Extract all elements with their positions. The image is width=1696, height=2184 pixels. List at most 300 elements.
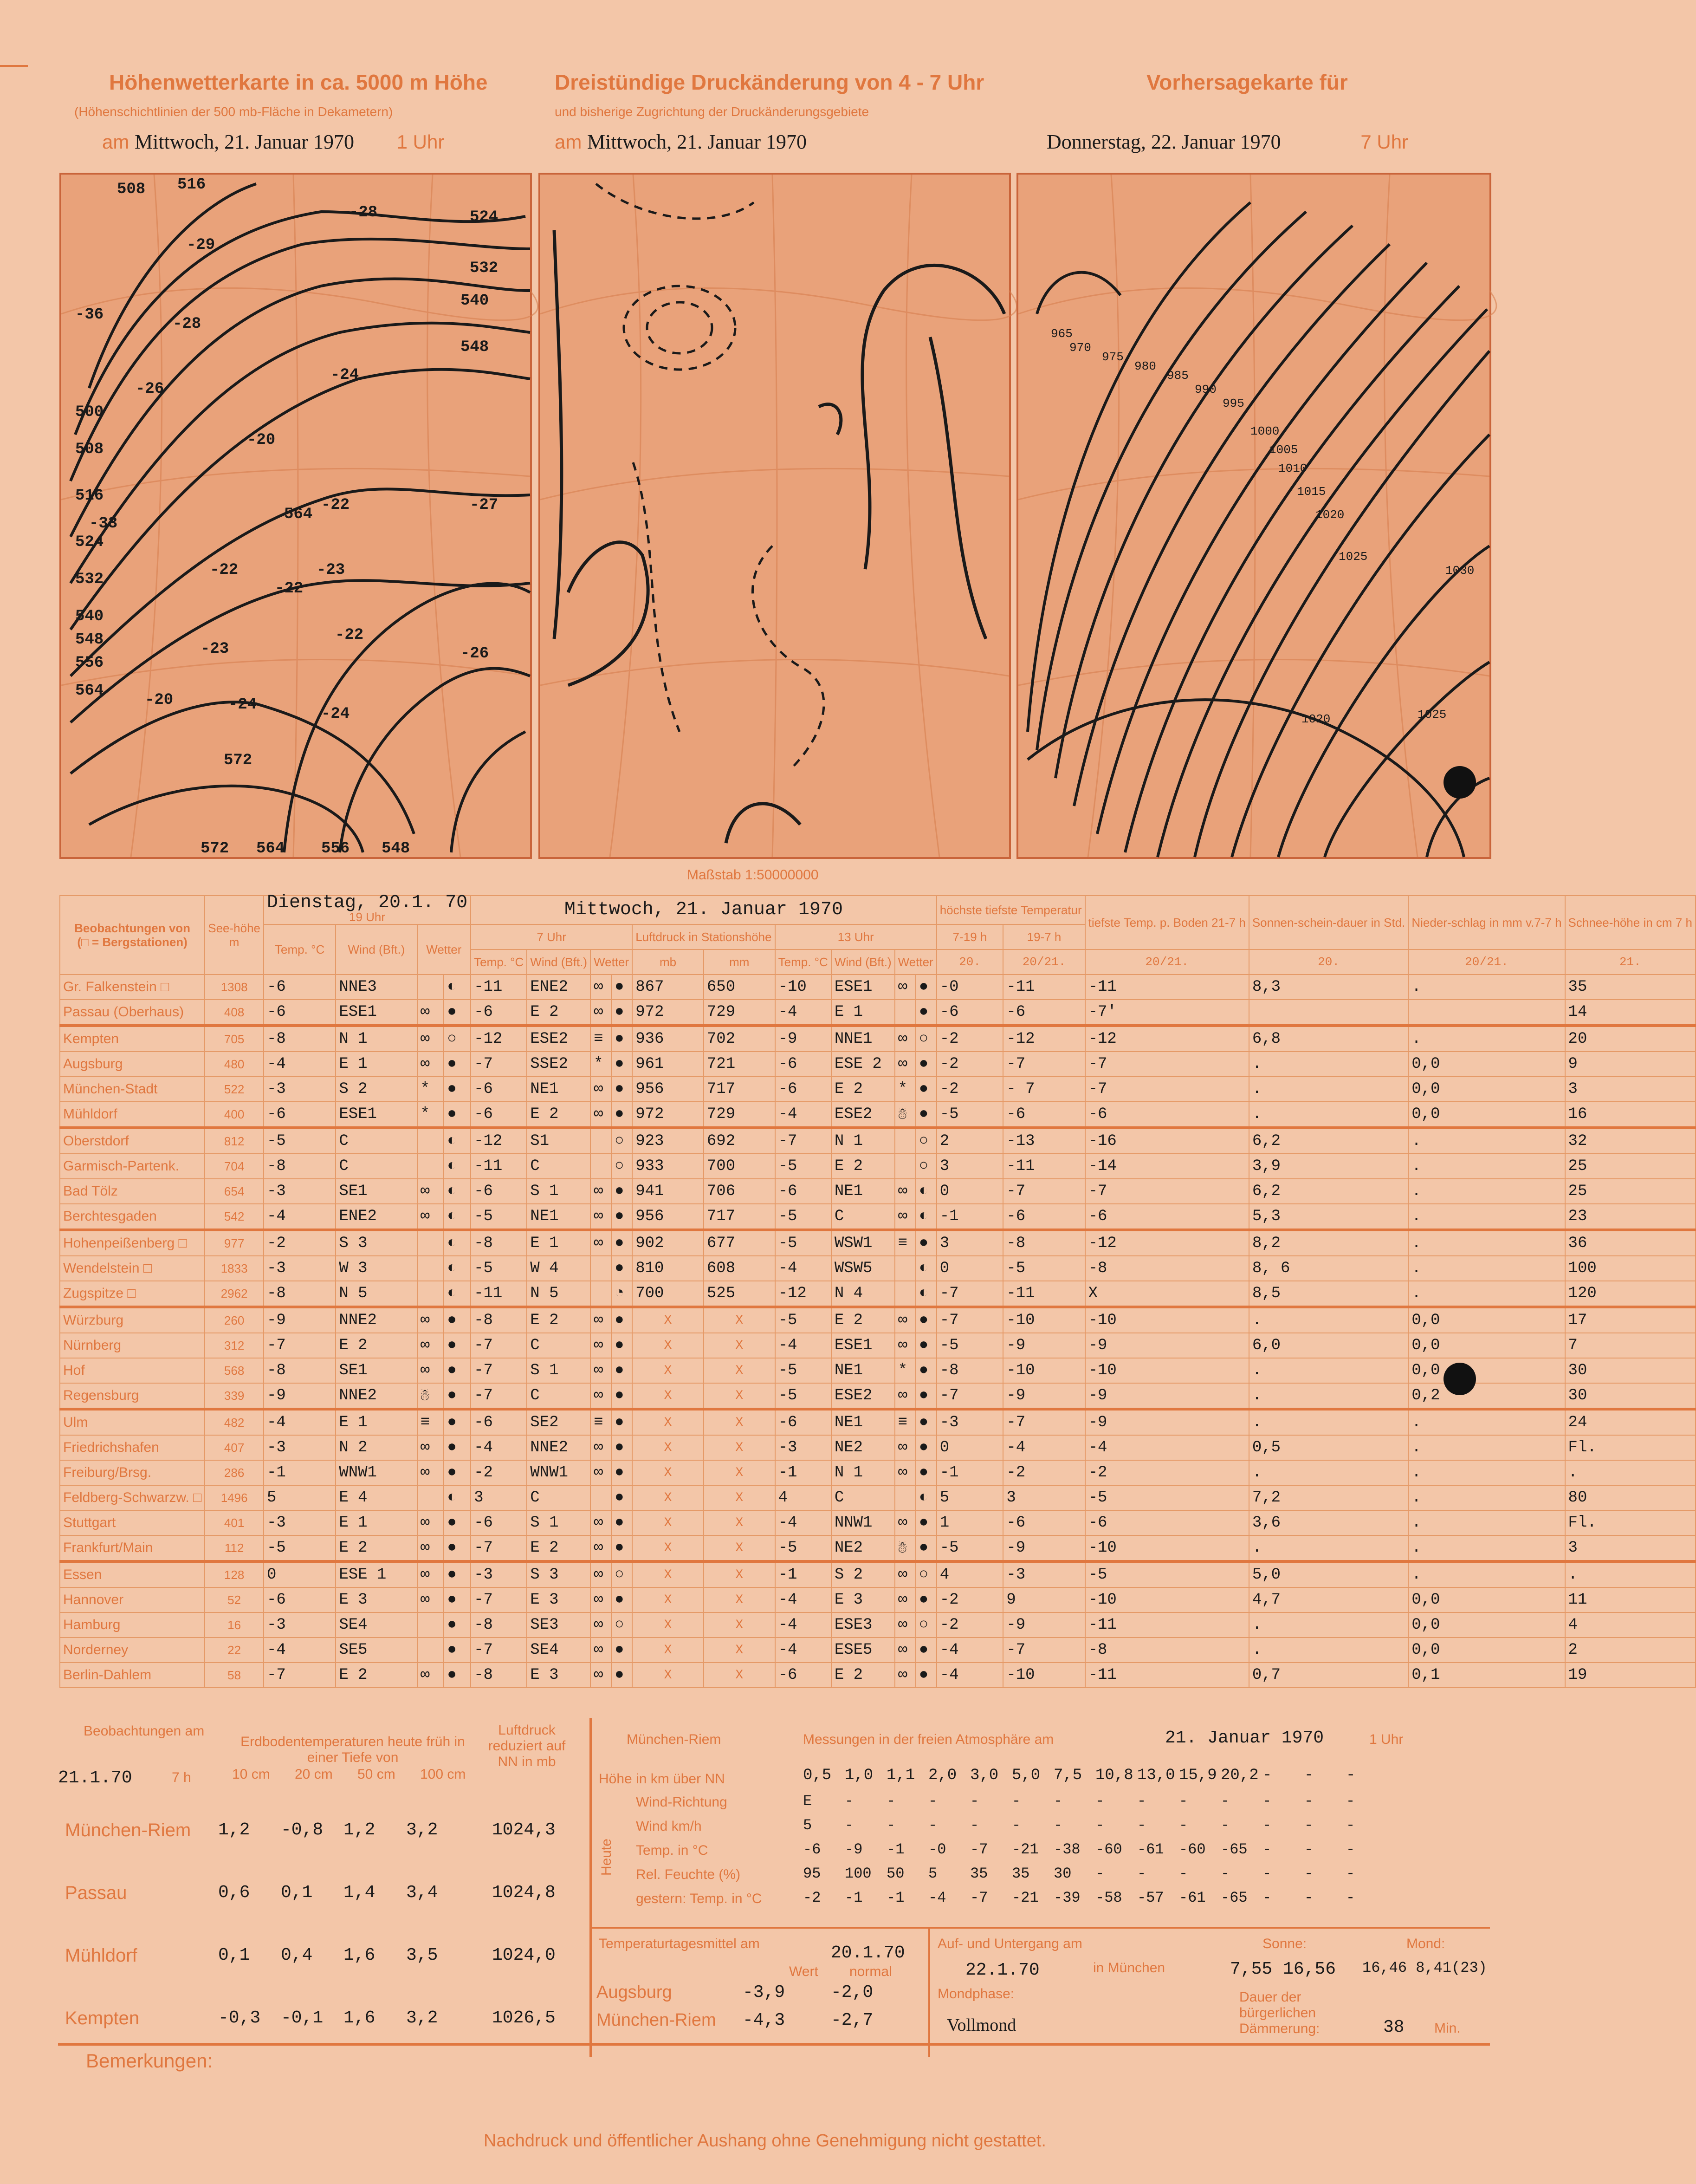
- obs-value: -6: [1085, 1510, 1249, 1535]
- obs-value: [417, 1638, 444, 1663]
- map1-contour-label: -27: [470, 496, 498, 514]
- soil-value: -0,8: [281, 1820, 324, 1840]
- station-name: Augsburg: [60, 1052, 205, 1077]
- obs-value: 19: [1565, 1663, 1696, 1688]
- pressure-na: X: [632, 1333, 704, 1358]
- station-name: Garmisch-Partenk.: [60, 1154, 205, 1179]
- aero-value: -: [970, 1793, 979, 1810]
- obs-value: -9: [1003, 1333, 1085, 1358]
- obs-value: 729: [704, 1102, 775, 1128]
- aero-height: 1,1: [887, 1767, 915, 1784]
- obs-value: 3,6: [1249, 1510, 1409, 1535]
- soil-depth-label: 50 cm: [357, 1767, 395, 1782]
- obs-value: ∞: [895, 1333, 916, 1358]
- station-name: Berchtesgaden: [60, 1204, 205, 1230]
- obs-value: SE1: [336, 1179, 417, 1204]
- obs-value: 36: [1565, 1230, 1696, 1256]
- aero-value: 30: [1054, 1865, 1072, 1882]
- obs-value: ◐: [444, 1179, 471, 1204]
- station-height: 1308: [205, 975, 264, 1000]
- aero-value: -61: [1179, 1889, 1206, 1906]
- obs-value: ∞: [417, 1561, 444, 1587]
- station-row: [60, 1052, 1696, 1077]
- soil-depth-label: 100 cm: [420, 1767, 466, 1782]
- obs-value: ◐: [444, 1281, 471, 1307]
- obs-value: 4: [775, 1485, 831, 1510]
- obs-value: -9: [1003, 1383, 1085, 1409]
- obs-value: ●: [916, 1230, 937, 1256]
- obs-value: N 1: [831, 1128, 895, 1154]
- map1-contour-label: -22: [275, 580, 304, 598]
- obs-value: ●: [611, 1102, 632, 1128]
- obs-value: ∞: [895, 1460, 916, 1485]
- obs-value: ESE2: [831, 1102, 895, 1128]
- map3-time: 7 Uhr: [1360, 131, 1409, 153]
- map1-contour-label: 500: [75, 403, 104, 421]
- pressure-na: X: [704, 1561, 775, 1587]
- obs-value: -10: [1003, 1358, 1085, 1383]
- obs-value: [895, 1256, 916, 1281]
- aero-value: -: [1179, 1793, 1188, 1810]
- station-row: [60, 1485, 1696, 1510]
- aero-value: -: [1304, 1817, 1314, 1834]
- obs-value: [1249, 1000, 1409, 1026]
- obs-value: -2: [1085, 1460, 1249, 1485]
- obs-value: ∞: [590, 1587, 611, 1612]
- station-height: 705: [205, 1026, 264, 1052]
- obs-value: ∞: [417, 1000, 444, 1026]
- station-row: [60, 1663, 1696, 1688]
- obs-value: -10: [1085, 1307, 1249, 1333]
- obs-value: .: [1249, 1612, 1409, 1638]
- obs-value: ∞: [895, 1663, 916, 1688]
- map1-contour-label: 564: [75, 682, 104, 700]
- h-temp13: Temp. °C: [775, 949, 831, 975]
- aero-value: -: [887, 1793, 896, 1810]
- obs-value: ●: [611, 1052, 632, 1077]
- obs-value: Fl.: [1565, 1510, 1696, 1535]
- obs-value: *: [895, 1358, 916, 1383]
- obs-value: 6,2: [1249, 1179, 1409, 1204]
- obs-value: ●: [611, 1179, 632, 1204]
- obs-value: -7: [264, 1333, 336, 1358]
- obs-value: -7: [1003, 1179, 1085, 1204]
- obs-value: E 3: [527, 1663, 590, 1688]
- station-row: [60, 1638, 1696, 1663]
- aero-height: 20,2: [1221, 1767, 1259, 1784]
- obs-value: .: [1408, 1204, 1565, 1230]
- obs-value: ESE1: [336, 1102, 417, 1128]
- obs-value: E 1: [336, 1052, 417, 1077]
- obs-value: -3: [937, 1409, 1003, 1435]
- obs-value: ●: [444, 1587, 471, 1612]
- map3-title: Vorhersagekarte für: [1146, 70, 1348, 94]
- obs-value: -7: [471, 1638, 527, 1663]
- aero-row-label: gestern: Temp. in °C: [636, 1891, 762, 1906]
- obs-value: -8: [264, 1154, 336, 1179]
- aero-value: 5: [803, 1817, 812, 1834]
- obs-value: N 1: [831, 1460, 895, 1485]
- obs-value: 3: [1565, 1535, 1696, 1561]
- pressure-na: X: [704, 1307, 775, 1333]
- obs-value: ○: [444, 1026, 471, 1052]
- map1-contour-label: -20: [247, 431, 276, 449]
- pressure-na: X: [632, 1561, 704, 1587]
- phase-label: Mondphase:: [938, 1986, 1015, 2002]
- obs-value: -3: [775, 1435, 831, 1460]
- obs-value: ●: [611, 1409, 632, 1435]
- aero-value: -: [887, 1817, 896, 1834]
- aero-value: -38: [1054, 1841, 1081, 1858]
- obs-value: 0: [264, 1561, 336, 1587]
- obs-value: ●: [916, 1638, 937, 1663]
- aero-value: -: [1095, 1793, 1105, 1810]
- obs-value: ●: [444, 1663, 471, 1688]
- obs-value: ∞: [590, 1358, 611, 1383]
- obs-value: ☃: [895, 1535, 916, 1561]
- soil-station: Kempten: [65, 2008, 140, 2028]
- aero-value: -21: [1012, 1841, 1039, 1858]
- obs-value: -5: [471, 1204, 527, 1230]
- pressure-na: X: [632, 1358, 704, 1383]
- aero-height: -: [1304, 1767, 1314, 1784]
- obs-value: -6: [1003, 1510, 1085, 1535]
- obs-value: [590, 1128, 611, 1154]
- obs-value: ∞: [590, 1333, 611, 1358]
- footer-notice: Nachdruck und öffentlicher Aushang ohne Genehmigung nicht gestattet.: [484, 2131, 1046, 2151]
- obs-value: -9: [264, 1383, 336, 1409]
- obs-value: ∞: [895, 1204, 916, 1230]
- aero-value: -: [1012, 1817, 1021, 1834]
- aero-value: -9: [845, 1841, 863, 1858]
- map3-isobar-label: 1000: [1250, 424, 1280, 438]
- observations-body: [60, 975, 1696, 1688]
- obs-value: 810: [632, 1256, 704, 1281]
- map1-contour-label: 524: [470, 208, 498, 226]
- obs-value: -1: [937, 1460, 1003, 1485]
- obs-value: ≡: [895, 1230, 916, 1256]
- sonne-label: Sonne:: [1262, 1936, 1307, 1951]
- obs-value: 25: [1565, 1154, 1696, 1179]
- aero-height: 0,5: [803, 1767, 832, 1784]
- obs-value: ∞: [590, 1535, 611, 1561]
- aero-height: 2,0: [928, 1767, 957, 1784]
- aero-row-label: Temp. in °C: [636, 1843, 708, 1858]
- soil-value: 1,6: [343, 2008, 375, 2028]
- map3-isobar-label: 980: [1134, 359, 1156, 373]
- soil-value: 1024,8: [492, 1883, 556, 1903]
- station-height: 260: [205, 1307, 264, 1333]
- col-height-label: See-höhe: [208, 921, 260, 935]
- h-date-max: 20.: [937, 949, 1003, 975]
- obs-value: -7: [775, 1128, 831, 1154]
- obs-value: NNE2: [336, 1383, 417, 1409]
- aero-value: -: [1304, 1793, 1314, 1810]
- station-name: Hannover: [60, 1587, 205, 1612]
- obs-value: 3: [937, 1154, 1003, 1179]
- obs-value: ●: [444, 1307, 471, 1333]
- punch-hole-bottom: [1444, 1363, 1476, 1395]
- map1-date-value: Mittwoch, 21. Januar 1970: [135, 130, 354, 153]
- obs-value: E 1: [831, 1000, 895, 1026]
- obs-value: 0,0: [1408, 1102, 1565, 1128]
- obs-value: -10: [1003, 1307, 1085, 1333]
- map1-contour-label: -28: [173, 315, 201, 333]
- obs-value: .: [1249, 1077, 1409, 1102]
- obs-value: S 3: [527, 1561, 590, 1587]
- station-name: Regensburg: [60, 1383, 205, 1409]
- obs-value: W 4: [527, 1256, 590, 1281]
- obs-value: NNE2: [527, 1435, 590, 1460]
- upper-air-map: [59, 173, 532, 859]
- obs-value: -2: [937, 1026, 1003, 1052]
- obs-value: -8: [264, 1026, 336, 1052]
- map1-contour-label: -29: [187, 236, 215, 254]
- obs-value: ○: [611, 1154, 632, 1179]
- obs-value: ESE 2: [831, 1052, 895, 1077]
- obs-value: ●: [916, 1383, 937, 1409]
- obs-value: SE3: [527, 1612, 590, 1638]
- col-day2: [471, 896, 937, 924]
- obs-value: -4: [471, 1435, 527, 1460]
- obs-value: ∞: [417, 1307, 444, 1333]
- obs-value: E 4: [336, 1485, 417, 1510]
- map3-isobar-label: 1025: [1418, 708, 1447, 722]
- station-name: Frankfurt/Main: [60, 1535, 205, 1561]
- aero-value: -: [1137, 1793, 1146, 1810]
- obs-value: WSW1: [831, 1230, 895, 1256]
- obs-value: ∞: [590, 1383, 611, 1409]
- obs-value: -9: [1003, 1612, 1085, 1638]
- mond-times: 16,46 8,41(23): [1362, 1959, 1487, 1976]
- station-height: 812: [205, 1128, 264, 1154]
- obs-value: NE1: [831, 1409, 895, 1435]
- obs-value: ◐: [916, 1204, 937, 1230]
- obs-value: E 1: [527, 1230, 590, 1256]
- map1-contour-label: 508: [117, 181, 146, 198]
- obs-value: 17: [1565, 1307, 1696, 1333]
- obs-value: ●: [611, 1230, 632, 1256]
- station-row: [60, 1154, 1696, 1179]
- obs-value: -14: [1085, 1154, 1249, 1179]
- obs-value: ∞: [417, 1587, 444, 1612]
- station-name: Ulm: [60, 1409, 205, 1435]
- h-temp1: Temp. °C: [264, 924, 336, 975]
- aero-value: -: [1221, 1865, 1230, 1882]
- aero-row-label: Rel. Feuchte (%): [636, 1867, 741, 1882]
- obs-value: -3: [264, 1256, 336, 1281]
- obs-value: -3: [471, 1561, 527, 1587]
- pressure-change-map: [538, 173, 1011, 859]
- obs-value: -7: [1085, 1052, 1249, 1077]
- soil-value: 1,2: [343, 1820, 375, 1840]
- h-wind13: Wind (Bft.): [831, 949, 895, 975]
- obs-value: -7: [264, 1663, 336, 1688]
- obs-value: -11: [1003, 975, 1085, 1000]
- obs-value: .: [1408, 1026, 1565, 1052]
- obs-value: .: [1249, 1358, 1409, 1383]
- obs-value: 5: [937, 1485, 1003, 1510]
- obs-value: ●: [916, 1409, 937, 1435]
- obs-value: ●: [916, 1077, 937, 1102]
- aero-value: -2: [803, 1889, 821, 1906]
- obs-value: 0,0: [1408, 1077, 1565, 1102]
- obs-value: Fl.: [1565, 1435, 1696, 1460]
- map2-am: am: [555, 131, 582, 153]
- obs-value: 25: [1565, 1179, 1696, 1204]
- obs-value: 5,0: [1249, 1561, 1409, 1587]
- obs-value: -6: [1003, 1000, 1085, 1026]
- obs-value: ◐: [444, 1485, 471, 1510]
- map1-labels: [75, 176, 498, 858]
- obs-value: ●: [611, 1000, 632, 1026]
- obs-value: E 1: [336, 1409, 417, 1435]
- station-height: 286: [205, 1460, 264, 1485]
- obs-value: -6: [775, 1077, 831, 1102]
- obs-value: ∞: [590, 975, 611, 1000]
- obs-value: ☃: [417, 1383, 444, 1409]
- col-sunshine: Sonnen-schein-dauer in Std.: [1249, 896, 1409, 949]
- aero-value: 5: [928, 1865, 938, 1882]
- observations-table: [59, 892, 1696, 1688]
- obs-value: ●: [444, 1077, 471, 1102]
- station-name: Berlin-Dahlem: [60, 1663, 205, 1688]
- map1-contour-label: -26: [136, 380, 164, 398]
- aero-value: -: [1346, 1841, 1355, 1858]
- obs-value: 2: [937, 1128, 1003, 1154]
- obs-value: 902: [632, 1230, 704, 1256]
- aero-value: -65: [1221, 1841, 1248, 1858]
- obs-value: E 2: [336, 1663, 417, 1688]
- station-row: [60, 1000, 1696, 1026]
- forecast-isobars: [1018, 175, 1489, 857]
- obs-value: C: [336, 1128, 417, 1154]
- map1-contour-label: 564: [256, 840, 285, 858]
- obs-value: -11: [1003, 1281, 1085, 1307]
- obs-value: ●: [916, 1663, 937, 1688]
- obs-value: N 1: [336, 1026, 417, 1052]
- map1-contour-label: -22: [321, 496, 350, 514]
- obs-value: .: [1408, 1561, 1565, 1587]
- obs-value: ◔: [611, 1281, 632, 1307]
- station-name: Hof: [60, 1358, 205, 1383]
- sun-date: 22.1.70: [965, 1960, 1040, 1980]
- divider-horizontal: [589, 1927, 1490, 1929]
- obs-value: ●: [916, 1358, 937, 1383]
- obs-value: -6: [1003, 1102, 1085, 1128]
- obs-value: -8: [1085, 1638, 1249, 1663]
- obs-value: 608: [704, 1256, 775, 1281]
- pressure-na: X: [632, 1460, 704, 1485]
- map3-isobar-label: 985: [1167, 369, 1189, 383]
- obs-value: -4: [775, 1256, 831, 1281]
- obs-value: -4: [264, 1409, 336, 1435]
- col-obs-note: (□ = Bergstationen): [77, 935, 188, 949]
- aero-value: -1: [887, 1841, 905, 1858]
- obs-value: E 3: [527, 1587, 590, 1612]
- tm-value: -4,3: [743, 2010, 785, 2030]
- obs-value: -6: [264, 1587, 336, 1612]
- station-height: 16: [205, 1612, 264, 1638]
- obs-value: ∞: [417, 1179, 444, 1204]
- obs-value: [895, 1000, 916, 1026]
- obs-value: E 3: [831, 1587, 895, 1612]
- map1-am: am: [102, 131, 129, 153]
- map3-isobar-label: 990: [1195, 383, 1217, 396]
- obs-value: [417, 1128, 444, 1154]
- obs-value: -6: [264, 1000, 336, 1026]
- sonne-times: 7,55 16,56: [1230, 1959, 1336, 1979]
- obs-value: ●: [916, 1435, 937, 1460]
- map1-contour-label: -24: [321, 705, 350, 723]
- obs-value: ∞: [895, 1052, 916, 1077]
- obs-value: [417, 975, 444, 1000]
- obs-value: N 2: [336, 1435, 417, 1460]
- col-snow: Schnee-höhe in cm 7 h: [1565, 896, 1696, 949]
- remarks-label: Bemerkungen:: [86, 2050, 213, 2072]
- phase-value: Vollmond: [947, 2015, 1016, 2035]
- obs-value: C: [831, 1204, 895, 1230]
- obs-value: -6: [775, 1052, 831, 1077]
- aero-value: -57: [1137, 1889, 1164, 1906]
- map3-isobar-label: 965: [1051, 327, 1073, 341]
- obs-value: 3,9: [1249, 1154, 1409, 1179]
- station-row: [60, 1102, 1696, 1128]
- obs-value: ◐: [916, 1179, 937, 1204]
- obs-value: 120: [1565, 1281, 1696, 1307]
- obs-value: ∞: [895, 1435, 916, 1460]
- station-name: Feldberg-Schwarzw. □: [60, 1485, 205, 1510]
- obs-value: 20: [1565, 1026, 1696, 1052]
- obs-value: -4: [937, 1638, 1003, 1663]
- obs-value: S1: [527, 1128, 590, 1154]
- obs-value: ∞: [590, 1510, 611, 1535]
- station-height: 522: [205, 1077, 264, 1102]
- obs-value: 702: [704, 1026, 775, 1052]
- forecast-map: [1016, 173, 1491, 859]
- obs-value: 706: [704, 1179, 775, 1204]
- divider-sun: [928, 1927, 930, 2057]
- obs-value: 6,8: [1249, 1026, 1409, 1052]
- obs-value: -5: [775, 1383, 831, 1409]
- obs-value: ○: [611, 1128, 632, 1154]
- aero-value: -39: [1054, 1889, 1081, 1906]
- obs-value: -7: [1085, 1077, 1249, 1102]
- obs-value: -16: [1085, 1128, 1249, 1154]
- obs-value: -6: [471, 1179, 527, 1204]
- col-obs: [60, 896, 205, 975]
- aero-value: 50: [887, 1865, 905, 1882]
- obs-value: NNW1: [831, 1510, 895, 1535]
- h-mm: mm: [704, 949, 775, 975]
- aero-height: 13,0: [1137, 1767, 1175, 1784]
- aero-value: -0: [928, 1841, 946, 1858]
- obs-value: -4: [775, 1638, 831, 1663]
- obs-value: 3: [471, 1485, 527, 1510]
- obs-value: -1: [937, 1204, 1003, 1230]
- col-day2-date: Mittwoch, 21. Januar 1970: [564, 899, 843, 920]
- obs-value: ∞: [895, 1307, 916, 1333]
- obs-value: -7: [471, 1052, 527, 1077]
- map1-contour-label: -26: [460, 645, 489, 663]
- pressure-na: X: [632, 1612, 704, 1638]
- obs-value: - 7: [1003, 1077, 1085, 1102]
- pressure-na: X: [704, 1510, 775, 1535]
- obs-value: -7: [937, 1307, 1003, 1333]
- station-row: [60, 1460, 1696, 1485]
- obs-value: [895, 1154, 916, 1179]
- obs-value: NE1: [831, 1179, 895, 1204]
